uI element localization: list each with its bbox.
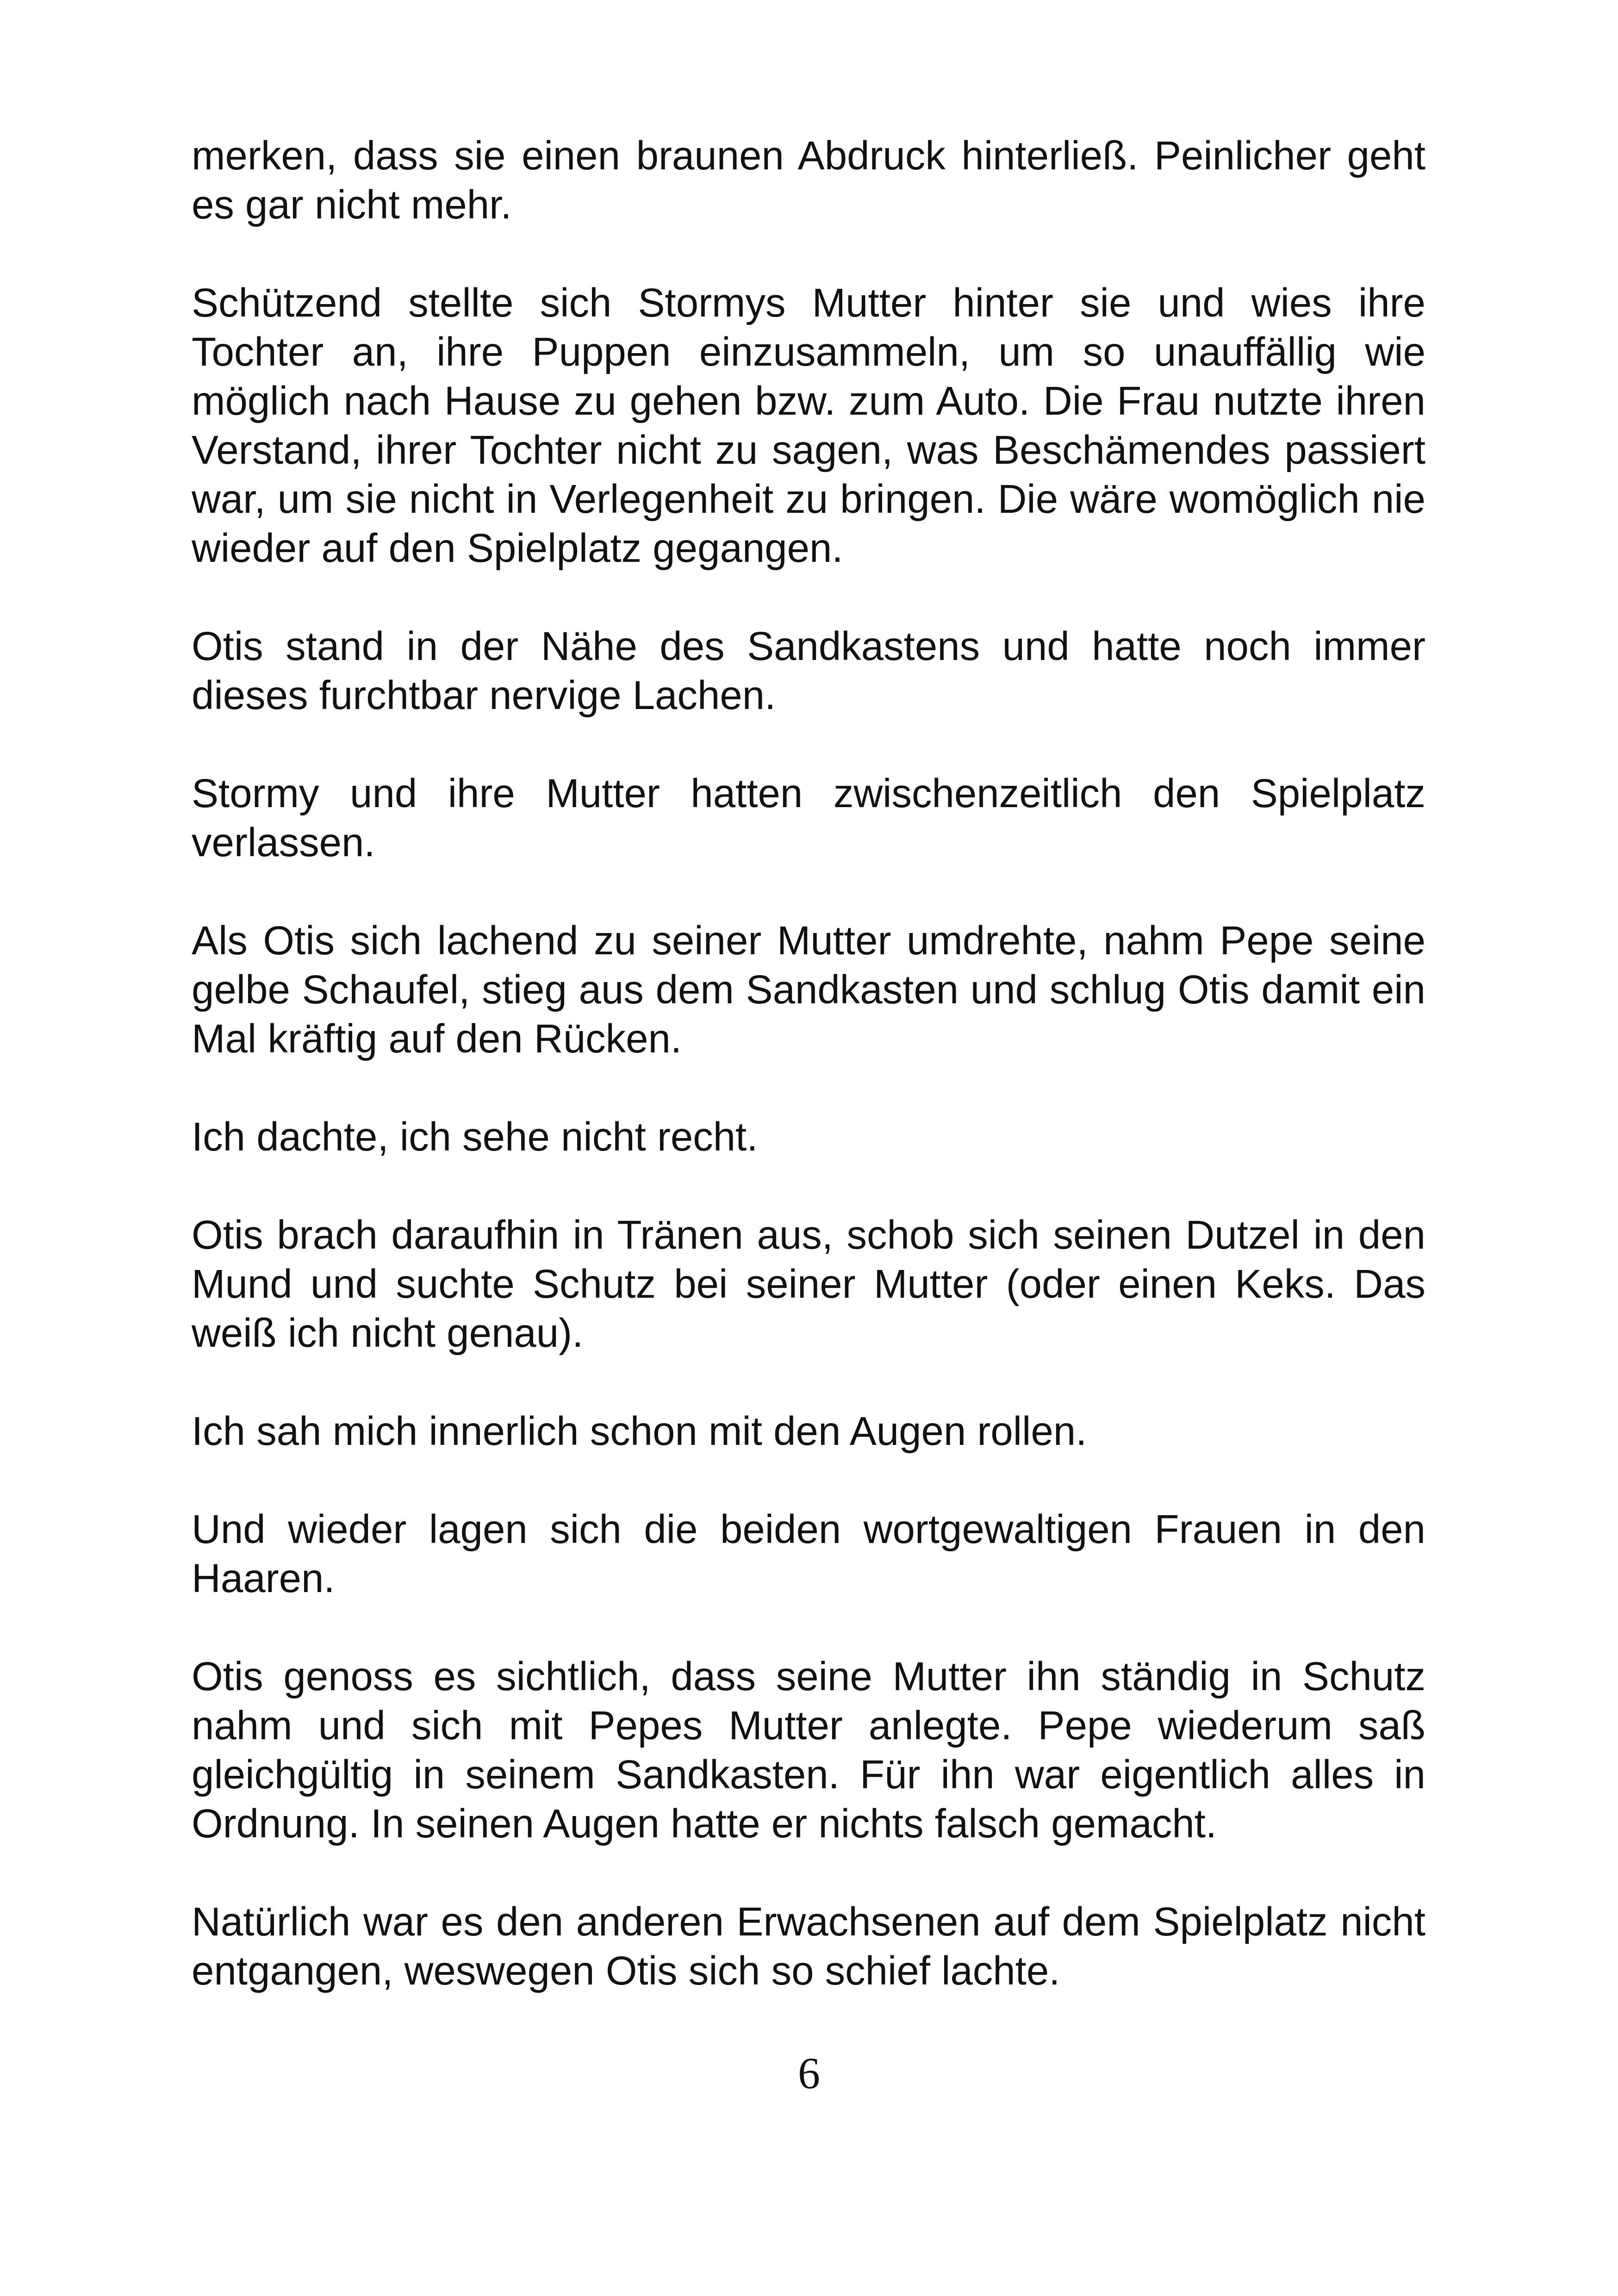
paragraph: Ich sah mich innerlich schon mit den Augen rollen.: [192, 1409, 1087, 1454]
page-number: 6: [798, 2048, 820, 2098]
paragraph: Natürlich war es den anderen Erwachsenen auf dem Spielplatz nicht entgangen, weswegen Otis sich so schief lachte.: [192, 1899, 1425, 1993]
paragraph: Und wieder lagen sich die beiden wortgewaltigen Frauen in den Haaren.: [192, 1507, 1425, 1601]
paragraph: Otis genoss es sichtlich, dass seine Mutter ihn ständig in Schutz nahm und sich mit Pepes Mutter anlegte. Pepe wiederum saß gleichgültig in seinem Sandkasten. Für ihn war eigentlich alles in Ordnung. In seinen Augen hatte er nichts falsch gemacht.: [192, 1654, 1425, 1846]
paragraph: merken, dass sie einen braunen Abdruck hinterließ. Peinlicher geht es gar nicht mehr.: [192, 133, 1425, 227]
paragraph: Stormy und ihre Mutter hatten zwischenzeitlich den Spielplatz verlassen.: [192, 771, 1425, 865]
paragraph: Ich dachte, ich sehe nicht recht.: [192, 1114, 758, 1159]
paragraph: Als Otis sich lachend zu seiner Mutter umdrehte, nahm Pepe seine gelbe Schaufel, stieg aus dem Sandkasten und schlug Otis damit ein Mal kräftig auf den Rücken.: [192, 918, 1425, 1061]
paragraph: Otis brach daraufhin in Tränen aus, schob sich seinen Dutzel in den Mund und suchte Schutz bei seiner Mutter (oder einen Keks. Das weiß ich nicht genau).: [192, 1213, 1425, 1356]
paragraph: Schützend stellte sich Stormys Mutter hinter sie und wies ihre Tochter an, ihre Puppen einzusammeln, um so unauffällig wie möglich nach Hause zu gehen bzw. zum Auto. Die Frau nutzte ihren Verstand, ihrer Tochter nicht zu sagen, was Beschämendes passiert war, um sie nicht in Verlegenheit zu bringen. Die wäre womöglich nie wieder auf den Spielplatz gegangen.: [192, 280, 1425, 571]
body-text: [192, 131, 1425, 1996]
paragraph: Otis stand in der Nähe des Sandkastens und hatte noch immer dieses furchtbar nervige Lachen.: [192, 624, 1425, 718]
